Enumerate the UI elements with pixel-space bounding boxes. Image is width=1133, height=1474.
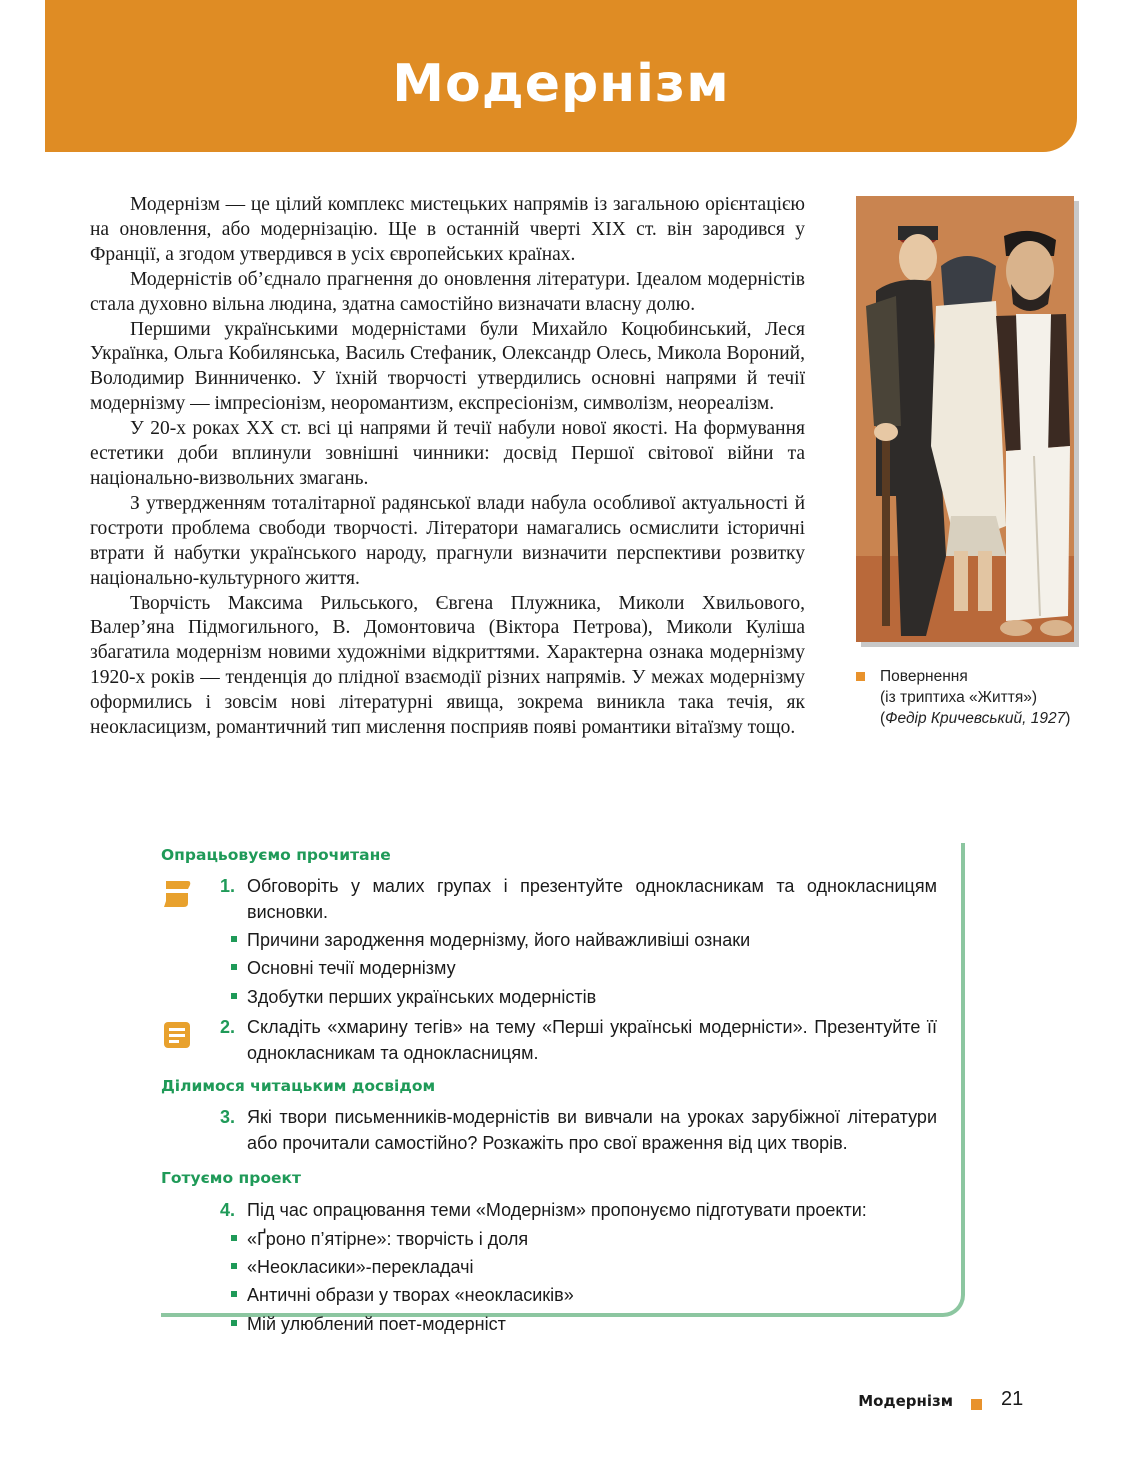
paragraph: Першими українськими модерністами були Михайло Коцюбинський, Леся Українка, Ольга Кобилянська, Василь Стефаник, Олександр Олесь, Микола Вороний, Володимир Винниченко. У їхній творчості утвердились основні напрями й течії модернізму — імпресіонізм, неоромантизм, експресіонізм, символізм, неореалізм. bbox=[90, 318, 805, 415]
section-heading-project: Готуємо проект bbox=[161, 1169, 301, 1187]
footer-section-title: Модернізм bbox=[858, 1392, 953, 1410]
list-item-text: Античні образи у творах «неокласиків» bbox=[247, 1285, 574, 1305]
caption-author-line: (Федір Кричевський, 1927) bbox=[880, 710, 1071, 727]
bullet-marker bbox=[231, 936, 237, 942]
list-item-text: «Ґроно п’ятірне»: творчість і доля bbox=[247, 1229, 529, 1249]
section-heading-reading-experience: Ділимося читацьким досвідом bbox=[161, 1077, 436, 1095]
title-banner bbox=[45, 0, 1077, 152]
exercise-number: 2. bbox=[220, 1017, 236, 1037]
list-item bbox=[231, 927, 750, 953]
list-item bbox=[231, 1311, 506, 1337]
footer-marker bbox=[971, 1399, 982, 1410]
list-item bbox=[231, 955, 456, 981]
figure-caption bbox=[856, 666, 1096, 729]
exercise-number: 4. bbox=[220, 1200, 236, 1220]
exercise-text: Які твори письменників-модерністів ви вивчали на уроках зарубіжної літератури або прочитали самостійно? Розкажіть про свої враження від цих творів. bbox=[247, 1107, 937, 1153]
list-item bbox=[231, 1226, 528, 1252]
page-title: Модернізм bbox=[392, 54, 730, 114]
bullet-marker bbox=[231, 1235, 237, 1241]
list-item-text: Причини зародження модернізму, його найважливіші ознаки bbox=[247, 930, 751, 950]
paragraph: З утвердженням тоталітарної радянської влади набула особливої актуальності й гостроти проблема свободи творчості. Літератори намагались осмислити історичні втрати й набутки українського народу, прагнули визначити перспективи розвитку національно-культурного життя. bbox=[90, 492, 805, 589]
exercise-text: Складіть «хмарину тегів» на тему «Перші українські модерністи». Презентуйте її однокласникам та однокласницям. bbox=[247, 1017, 937, 1063]
bullet-marker bbox=[231, 964, 237, 970]
exercise-text: Обговоріть у малих групах і презентуйте однокласникам та однокласницям висновки. bbox=[247, 876, 937, 922]
notes-icon bbox=[161, 1019, 193, 1051]
paragraph: Модерністів об’єднало прагнення до оновлення літератури. Ідеалом модерністів стала духовно вільна людина, здатна самостійно визначати власну долю. bbox=[90, 268, 805, 315]
page-footer bbox=[0, 1388, 1133, 1418]
exercise-number: 1. bbox=[220, 876, 236, 896]
caption-marker bbox=[856, 672, 865, 681]
bullet-marker bbox=[231, 1263, 237, 1269]
exercise-number: 3. bbox=[220, 1107, 236, 1127]
list-item-text: Основні течії модернізму bbox=[247, 958, 456, 978]
bullet-marker bbox=[231, 1320, 237, 1326]
page-number: 21 bbox=[1001, 1388, 1024, 1410]
bullet-marker bbox=[231, 993, 237, 999]
list-item bbox=[231, 1254, 473, 1280]
paragraph: У 20-х роках XX ст. всі ці напрями й течії набули нової якості. На формування естетики доби вплинули зовнішні чинники: досвід Першої світової війни та національно-визвольних змагань. bbox=[90, 418, 805, 489]
caption-author: Федір Кричевський, 1927 bbox=[885, 710, 1066, 727]
exercise-text: Під час опрацювання теми «Модернізм» пропонуємо підготувати проекти: bbox=[247, 1200, 867, 1220]
list-item bbox=[231, 984, 596, 1010]
list-item-text: «Неокласики»-перекладачі bbox=[247, 1257, 474, 1277]
bullet-marker bbox=[231, 1291, 237, 1297]
painting-image bbox=[856, 196, 1074, 642]
section-heading-read: Опрацьовуємо прочитане bbox=[161, 846, 391, 864]
paragraph: Творчість Максима Рильського, Євгена Плужника, Миколи Хвильового, Валер’яна Підмогильного, В. Домонтовича (Віктора Петрова), Миколи Куліша збагатила модернізм новими художніми відкриттями. Характерна ознака модернізму 1920-х років — тенденція до плідної взаємодії різних напрямів. У межах модернізму оформились і зовсім нові літературні явища, зокрема виникла така течія, як неокласицизм, романтичний тип мислення посприяв появі романтики вітаїзму тощо. bbox=[90, 592, 805, 739]
caption-source: (із триптиха «Життя») bbox=[880, 689, 1038, 706]
caption-title: Повернення bbox=[880, 668, 968, 685]
list-item bbox=[231, 1282, 574, 1308]
paragraph: Модернізм — це цілий комплекс мистецьких напрямів із загальною орієнтацією на оновлення, або модернізацію. Ще в останній чверті XIX ст. він зародився у Франції, а згодом утвердився в усіх європейських країнах. bbox=[90, 194, 805, 265]
main-text bbox=[90, 193, 805, 741]
list-item-text: Мій улюблений поет-модерніст bbox=[247, 1314, 506, 1334]
group-discussion-icon bbox=[161, 877, 193, 909]
list-item-text: Здобутки перших українських модерністів bbox=[247, 987, 597, 1007]
